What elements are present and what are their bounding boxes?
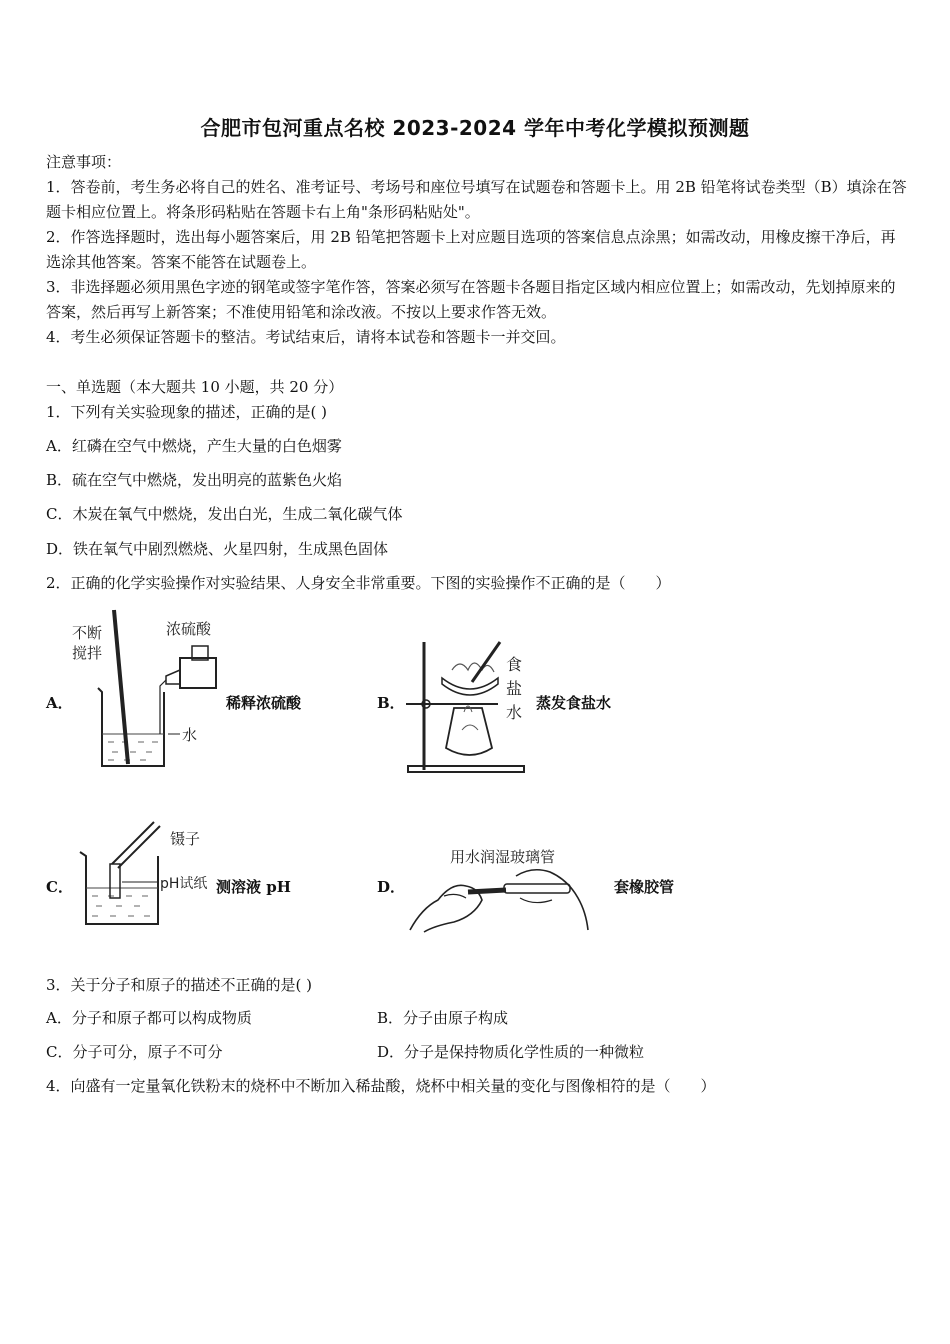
fig-c-tweezers-label: 镊子 xyxy=(170,830,201,848)
q3-option-b: B．分子由原子构成 xyxy=(377,1009,509,1027)
fig-b-salt1-label: 食 xyxy=(506,655,523,674)
q2-caption-a: 稀释浓硫酸 xyxy=(226,694,302,712)
notice-item-3: 3．非选择题必须用黑色字迹的钢笔或签字笔作答，答案必须写在答题卡各题目指定区域内相应位置上；如需改动，先划掉原来的答案，然后再写上新答案；不准使用铅笔和涂改液。不按以上要求作答无效。 xyxy=(46,278,896,321)
q4-stem: 4．向盛有一定量氧化铁粉末的烧杯中不断加入稀盐酸，烧杯中相关量的变化与图像相符的是（ ） xyxy=(46,1077,716,1095)
fig-a-water-label: 水 xyxy=(182,726,198,744)
fig-a-stir-label: 不断 xyxy=(72,624,103,642)
notice-block xyxy=(46,150,908,350)
q2-letter-b: B． xyxy=(377,694,405,712)
q3-stem: 3．关于分子和原子的描述不正确的是( ) xyxy=(46,976,313,994)
q1-option-c: C．木炭在氧气中燃烧，发出白光，生成二氧化碳气体 xyxy=(46,505,403,523)
q1-stem: 1．下列有关实验现象的描述，正确的是( ) xyxy=(46,403,328,421)
section-heading: 一、单选题（本大题共 10 小题，共 20 分） xyxy=(46,378,344,396)
q2-letter-c: C． xyxy=(46,878,73,896)
notice-item-2: 2．作答选择题时，选出每小题答案后，用 2B 铅笔把答题卡上对应题目选项的答案信息点涂黑；如需改动，用橡皮擦干净后，再选涂其他答案。答案不能答在试题卷上。 xyxy=(46,228,896,271)
q1-option-b: B．硫在空气中燃烧，发出明亮的蓝紫色火焰 xyxy=(46,471,343,489)
page-title: 合肥市包河重点名校 2023-2024 学年中考化学模拟预测题 xyxy=(200,116,750,140)
figure-ph-test xyxy=(76,812,226,930)
fig-b-salt3-label: 水 xyxy=(506,703,523,722)
fig-b-salt2-label: 盐 xyxy=(506,679,523,698)
q1-option-d: D．铁在氧气中剧烈燃烧、火星四射，生成黑色固体 xyxy=(46,540,389,558)
q3-option-c: C．分子可分，原子不可分 xyxy=(46,1043,223,1061)
q3-option-d: D．分子是保持物质化学性质的一种微粒 xyxy=(377,1043,645,1061)
fig-d-top-label: 用水润湿玻璃管 xyxy=(450,848,556,866)
notice-item-4: 4．考生必须保证答题卡的整洁。考试结束后，请将本试卷和答题卡一并交回。 xyxy=(46,328,566,346)
figure-evaporation xyxy=(402,612,532,777)
figure-dilute-acid xyxy=(68,606,228,776)
q2-letter-d: D． xyxy=(377,878,406,896)
q1-option-a: A．红磷在空气中燃烧，产生大量的白色烟雾 xyxy=(46,437,342,455)
q2-caption-c: 测溶液 pH xyxy=(216,878,291,896)
notice-heading: 注意事项： xyxy=(46,153,122,171)
q2-caption-b: 蒸发食盐水 xyxy=(536,694,612,712)
fig-c-paper-label: pH试纸 xyxy=(160,876,208,892)
q2-stem: 2．正确的化学实验操作对实验结果、人身安全非常重要。下图的实验操作不正确的是（ ） xyxy=(46,574,671,592)
fig-a-stir2-label: 搅拌 xyxy=(72,644,103,662)
q3-option-a: A．分子和原子都可以构成物质 xyxy=(46,1009,252,1027)
notice-item-1: 1．答卷前，考生务必将自己的姓名、准考证号、考场号和座位号填写在试题卷和答题卡上。用 2B 铅笔将试卷类型（B）填涂在答题卡相应位置上。将条形码粘贴在答题卡右上角"条形码粘贴处"。 xyxy=(46,178,907,221)
fig-a-acid-label: 浓硫酸 xyxy=(166,620,212,638)
figure-rubber-tube xyxy=(404,842,604,934)
q2-caption-d: 套橡胶管 xyxy=(614,878,675,896)
q2-letter-a: A． xyxy=(46,694,73,712)
